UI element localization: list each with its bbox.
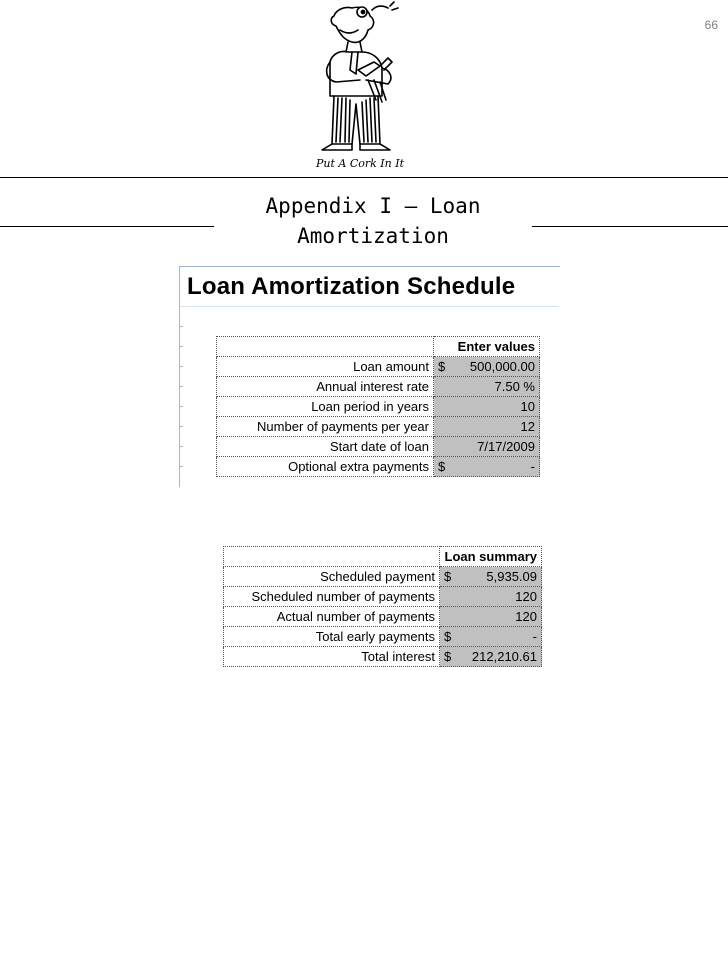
schedule-title: Loan Amortization Schedule bbox=[187, 273, 516, 300]
row-value-cell[interactable] bbox=[434, 437, 540, 457]
currency-symbol: $ bbox=[444, 649, 452, 664]
table-row bbox=[217, 357, 540, 377]
logo-caption: Put A Cork In It bbox=[316, 157, 404, 170]
row-value-cell[interactable] bbox=[434, 457, 540, 477]
row-value: - bbox=[530, 459, 535, 474]
row-value: 120 bbox=[515, 589, 537, 604]
row-label: Annual interest rate bbox=[217, 377, 434, 397]
table-row bbox=[224, 587, 542, 607]
row-label: Scheduled payment bbox=[224, 567, 440, 587]
row-tick bbox=[180, 346, 183, 347]
row-value: 500,000.00 bbox=[469, 359, 535, 374]
row-value: 7.50 % bbox=[494, 379, 535, 394]
row-value: 12 bbox=[520, 419, 535, 434]
enter-values-table bbox=[216, 336, 540, 477]
row-tick bbox=[180, 386, 183, 387]
row-tick bbox=[180, 466, 183, 467]
sheet-gridline bbox=[180, 306, 559, 307]
table-header-row bbox=[224, 547, 542, 567]
row-label: Scheduled number of payments bbox=[224, 587, 440, 607]
table-row bbox=[217, 397, 540, 417]
row-value: 5,935.09 bbox=[486, 569, 537, 584]
top-divider bbox=[0, 177, 728, 178]
row-value-cell[interactable] bbox=[440, 647, 542, 667]
row-label: Total interest bbox=[224, 647, 440, 667]
table-row bbox=[224, 567, 542, 587]
currency-symbol: $ bbox=[438, 459, 446, 474]
table-header-row bbox=[217, 337, 540, 357]
row-value-cell[interactable] bbox=[440, 587, 542, 607]
header-spacer bbox=[217, 337, 434, 357]
row-label: Total early payments bbox=[224, 627, 440, 647]
row-value: 7/17/2009 bbox=[477, 439, 535, 454]
enter-values-header: Enter values bbox=[434, 337, 540, 357]
row-value-cell[interactable] bbox=[434, 377, 540, 397]
currency-symbol: $ bbox=[444, 629, 452, 644]
table-row bbox=[217, 417, 540, 437]
row-value: 10 bbox=[520, 399, 535, 414]
cartoon-logo bbox=[300, 0, 420, 178]
table-row bbox=[224, 627, 542, 647]
row-label: Loan amount bbox=[217, 357, 434, 377]
row-tick bbox=[180, 406, 183, 407]
table-row bbox=[217, 377, 540, 397]
row-value-cell[interactable] bbox=[440, 627, 542, 647]
row-value-cell[interactable] bbox=[434, 397, 540, 417]
currency-symbol: $ bbox=[438, 359, 446, 374]
loan-summary-table bbox=[223, 546, 542, 667]
row-label: Start date of loan bbox=[217, 437, 434, 457]
row-tick bbox=[180, 366, 183, 367]
table-row bbox=[224, 647, 542, 667]
row-label: Actual number of payments bbox=[224, 607, 440, 627]
row-tick bbox=[180, 446, 183, 447]
row-label: Number of payments per year bbox=[217, 417, 434, 437]
section-title: Appendix I – Loan Amortization bbox=[214, 191, 532, 251]
row-label: Loan period in years bbox=[217, 397, 434, 417]
currency-symbol: $ bbox=[444, 569, 452, 584]
row-label: Optional extra payments bbox=[217, 457, 434, 477]
cartoon-man-illustration bbox=[300, 0, 420, 160]
row-value-cell[interactable] bbox=[434, 417, 540, 437]
row-tick bbox=[180, 426, 183, 427]
row-value-cell[interactable] bbox=[434, 357, 540, 377]
table-row bbox=[217, 437, 540, 457]
table-row bbox=[224, 607, 542, 627]
row-value-cell[interactable] bbox=[440, 607, 542, 627]
row-value: - bbox=[532, 629, 537, 644]
row-value: 120 bbox=[515, 609, 537, 624]
page-number: 66 bbox=[704, 18, 718, 32]
row-tick bbox=[180, 326, 183, 327]
loan-summary-header: Loan summary bbox=[440, 547, 542, 567]
row-value: 212,210.61 bbox=[471, 649, 537, 664]
table-row bbox=[217, 457, 540, 477]
header-spacer bbox=[224, 547, 440, 567]
row-value-cell[interactable] bbox=[440, 567, 542, 587]
